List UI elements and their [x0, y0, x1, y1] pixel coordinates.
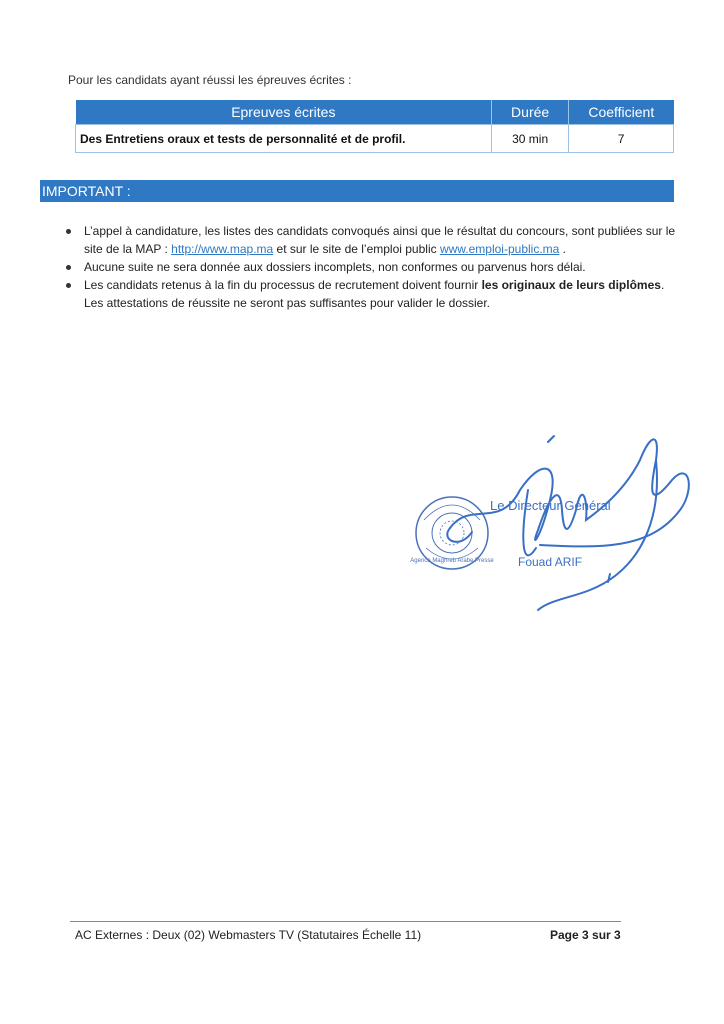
- table-row: [76, 125, 674, 153]
- note-text: Aucune suite ne sera donnée aux dossiers incomplets, non conformes ou parvenus hors délai.: [84, 260, 586, 274]
- cell-coefficient: 7: [569, 125, 674, 153]
- list-item: [62, 258, 676, 276]
- list-item: [62, 222, 676, 258]
- emploi-public-link[interactable]: www.emploi-public.ma: [439, 242, 560, 256]
- table-header-row: [76, 100, 674, 125]
- cell-duree: 30 min: [492, 125, 569, 153]
- handwritten-signature-icon: [447, 436, 689, 610]
- bullet-icon: [66, 283, 71, 288]
- list-item: [62, 276, 676, 312]
- notes-list: [62, 222, 676, 312]
- note-text: . Les attestations de réussite ne seront pas suffisantes pour valider le dossier.: [84, 278, 665, 310]
- bullet-icon: [66, 229, 71, 234]
- signatory-title: Le Directeur Général: [490, 498, 611, 513]
- official-stamp-icon: [410, 497, 494, 569]
- cell-epreuve: Des Entretiens oraux et tests de personnalité et de profil.: [76, 125, 492, 153]
- header-epreuves: Epreuves écrites: [76, 100, 492, 125]
- signatory-name: Fouad ARIF: [518, 555, 583, 569]
- stamp-text: Agence Maghreb Arabe Presse: [410, 558, 494, 564]
- note-text: .: [559, 242, 566, 256]
- footer-divider: [70, 921, 621, 922]
- footer-page-number: Page 3 sur 3: [550, 928, 621, 942]
- note-text: L’appel à candidature, les listes des candidats convoqués ainsi que le résultat du concours, sont publiées sur le site de la MAP :: [84, 224, 676, 256]
- footer-document-title: AC Externes : Deux (02) Webmasters TV (Statutaires Échelle 11): [75, 928, 422, 942]
- map-link[interactable]: http://www.map.ma: [171, 242, 274, 256]
- important-heading: IMPORTANT :: [40, 180, 674, 202]
- bullet-icon: [66, 265, 71, 270]
- exams-table: [75, 100, 674, 153]
- header-coefficient: Coefficient: [569, 100, 674, 125]
- intro-text: Pour les candidats ayant réussi les épreuves écrites :: [68, 73, 352, 87]
- note-text: Les candidats retenus à la fin du processus de recrutement doivent fournir: [84, 278, 482, 292]
- header-duree: Durée: [492, 100, 569, 125]
- note-text: et sur le site de l’emploi public: [273, 242, 440, 256]
- signature-block: [410, 420, 700, 620]
- note-bold-text: les originaux de leurs diplômes: [481, 278, 661, 292]
